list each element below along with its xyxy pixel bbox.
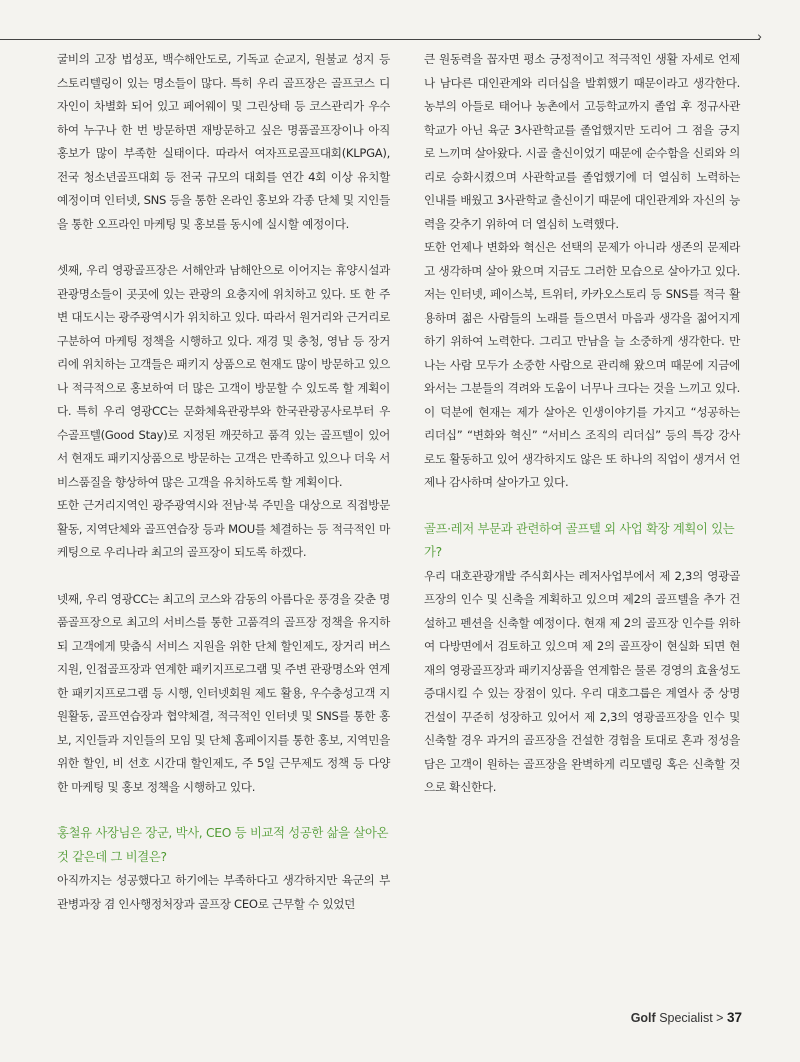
body-paragraph: 셋째, 우리 영광골프장은 서해안과 남해안으로 이어지는 휴양시설과 관광명소들이 곳곳에 있는 관광의 요충지에 위치하고 있다. 또 한 주변 대도시는 광주광역시가 위치하고 있다. 따라서 원거리와 근거리로 구분하여 마케팅 정책을 시행하고 있다. 재경 및 충청, 영남 등 장거리에 위치하는 고객들은 패키지 상품으로 현재도 많이 방문하고 있으나 적극적으로 홍보하여 더 많은 고객이 방문할 수 있도록 할 계획이다. 특히 우리 영광CC는 문화체육관광부와 한국관광공사로부터 우수골프텔(Good Stay)로 지정된 깨끗하고 품격 있는 골프텔이 있어서 현재도 패키지상품으로 방문하는 고객은 만족하고 있으나 더욱 서비스품질을 향상하여 많은 고객을 유치하도록 할 계획이다. xyxy=(57,263,390,489)
magazine-name: Specialist xyxy=(659,1011,713,1025)
body-paragraph: 아직까지는 성공했다고 하기에는 부족하다고 생각하지만 육군의 부관병과장 겸 인사행정처장과 골프장 CEO로 근무할 수 있었던 xyxy=(57,873,390,911)
right-column xyxy=(424,48,740,800)
body-paragraph: 우리 대호관광개발 주식회사는 레저사업부에서 제 2,3의 영광골프장의 인수 및 신축을 계획하고 있으며 제2의 골프텔을 추가 건설하고 펜션을 신축할 예정이다. 현재 제 2의 골프장 인수를 위하여 다방면에서 검토하고 있으며 제 2의 골프장이 현실화 되면 현재의 영광골프장과 패키지상품을 연계함은 물론 경영의 효율성도 증대시킬 수 있는 장점이 있다. 우리 대호그룹은 계열사 중 상명건설이 꾸준히 성장하고 있어서 제 2,3의 영광골프장을 인수 및 신축할 경우 과거의 골프장을 건설한 경험을 토대로 혼과 정성을 담은 고객이 원하는 골프장을 완벽하게 리모델링 혹은 신축할 것으로 확신한다. xyxy=(424,568,740,794)
interview-question: 홍철유 사장님은 장군, 박사, CEO 등 비교적 성공한 삶을 살아온 것 같은데 그 비결은? xyxy=(57,826,389,864)
left-column xyxy=(57,48,390,916)
body-paragraph: 큰 원동력을 꼽자면 평소 긍정적이고 적극적인 생활 자세로 언제나 남다른 대인관계와 리더십을 발휘했기 때문이라고 생각한다. 농부의 아들로 태어나 농촌에서 고등학교까지 졸업 후 정규사관학교가 아닌 육군 3사관학교를 졸업했지만 도리어 그 점을 긍지로 느끼며 살아왔다. 시골 출신이었기 때문에 순수함을 신뢰와 의리로 승화시켰으며 사관학교를 졸업했기에 더 열심히 노력하는 인내를 배웠고 3사관학교 출신이기 때문에 대인관계와 자신의 능력을 갖추기 위하여 더 열심히 노력했다. xyxy=(424,52,740,231)
interview-question: 골프·레저 부문과 관련하여 골프텔 외 사업 확장 계획이 있는가? xyxy=(424,521,735,559)
body-paragraph: 굴비의 고장 법성포, 백수해안도로, 기독교 순교지, 원불교 성지 등 스토리텔링이 있는 명소들이 많다. 특히 우리 골프장은 골프코스 디자인이 차별화 되어 있고 페어웨이 및 그린상태 등 코스관리가 우수하여 누구나 한 번 방문하면 재방문하고 싶은 명품골프장이나 아직 홍보가 많이 부족한 실태이다. 따라서 여자프로골프대회(KLPGA), 전국 청소년골프대회 등 전국 규모의 대회를 연간 4회 이상 유치할 예정이며 인터넷, SNS 등을 통한 온라인 홍보와 각종 단체 및 지인들을 통한 오프라인 마케팅 및 홍보를 동시에 실시할 예정이다. xyxy=(57,52,390,231)
body-paragraph: 또한 언제나 변화와 혁신은 선택의 문제가 아니라 생존의 문제라고 생각하며 살아 왔으며 지금도 그러한 모습으로 살아가고 있다. 저는 인터넷, 페이스북, 트위터, 카카오스토리 등 SNS를 적극 활용하며 젊은 사람들의 노래를 들으면서 마음과 생각을 젊어지게 하기 위하여 노력한다. 그리고 만남을 늘 소중하게 생각한다. 만나는 사람 모두가 소중한 사람으로 관리해 왔으며 때문에 지금에 와서는 그분들의 격려와 도움이 너무나 크다는 것을 느끼고 있다. 이 덕분에 현재는 제가 살아온 인생이야기를 가지고 “성공하는 리더십” “변화와 혁신” “서비스 조직의 리더십” 등의 특강 강사로도 활동하고 있어 생각하지도 않은 또 하나의 직업이 생겨서 언제나 감사하며 살아가고 있다. xyxy=(424,240,740,489)
page-number: 37 xyxy=(726,1010,742,1025)
magazine-name-bold: Golf xyxy=(630,1011,656,1025)
page-footer xyxy=(631,1010,742,1025)
chevron-right-icon: › xyxy=(757,30,763,45)
header-rule xyxy=(0,39,760,40)
footer-separator: > xyxy=(716,1011,724,1025)
body-paragraph: 또한 근거리지역인 광주광역시와 전남·북 주민을 대상으로 직접방문 활동, 지역단체와 골프연습장 등과 MOU를 체결하는 등 적극적인 마케팅으로 우리나라 최고의 골프장이 되도록 하겠다. xyxy=(57,498,390,559)
body-paragraph: 넷째, 우리 영광CC는 최고의 코스와 감동의 아름다운 풍경을 갖춘 명품골프장으로 최고의 서비스를 통한 고품격의 골프장 정책을 유지하되 고객에게 맞춤식 서비스 지원을 위한 단체 할인제도, 장거리 버스지원, 인접골프장과 연계한 패키지프로그램 및 주변 관광명소와 연계한 패키지프로그램 등 시행, 인터넷회원 제도 활용, 우수충성고객 지원활동, 골프연습장과 협약체결, 적극적인 인터넷 및 SNS를 통한 홍보, 지인들과 지인들의 모임 및 단체 홈페이지를 통한 홍보, 지역민을 위한 할인, 비 선호 시간대 할인제도, 주 5일 근무제도 정책 등 다양한 마케팅 및 홍보 정책을 시행하고 있다. xyxy=(57,591,390,794)
